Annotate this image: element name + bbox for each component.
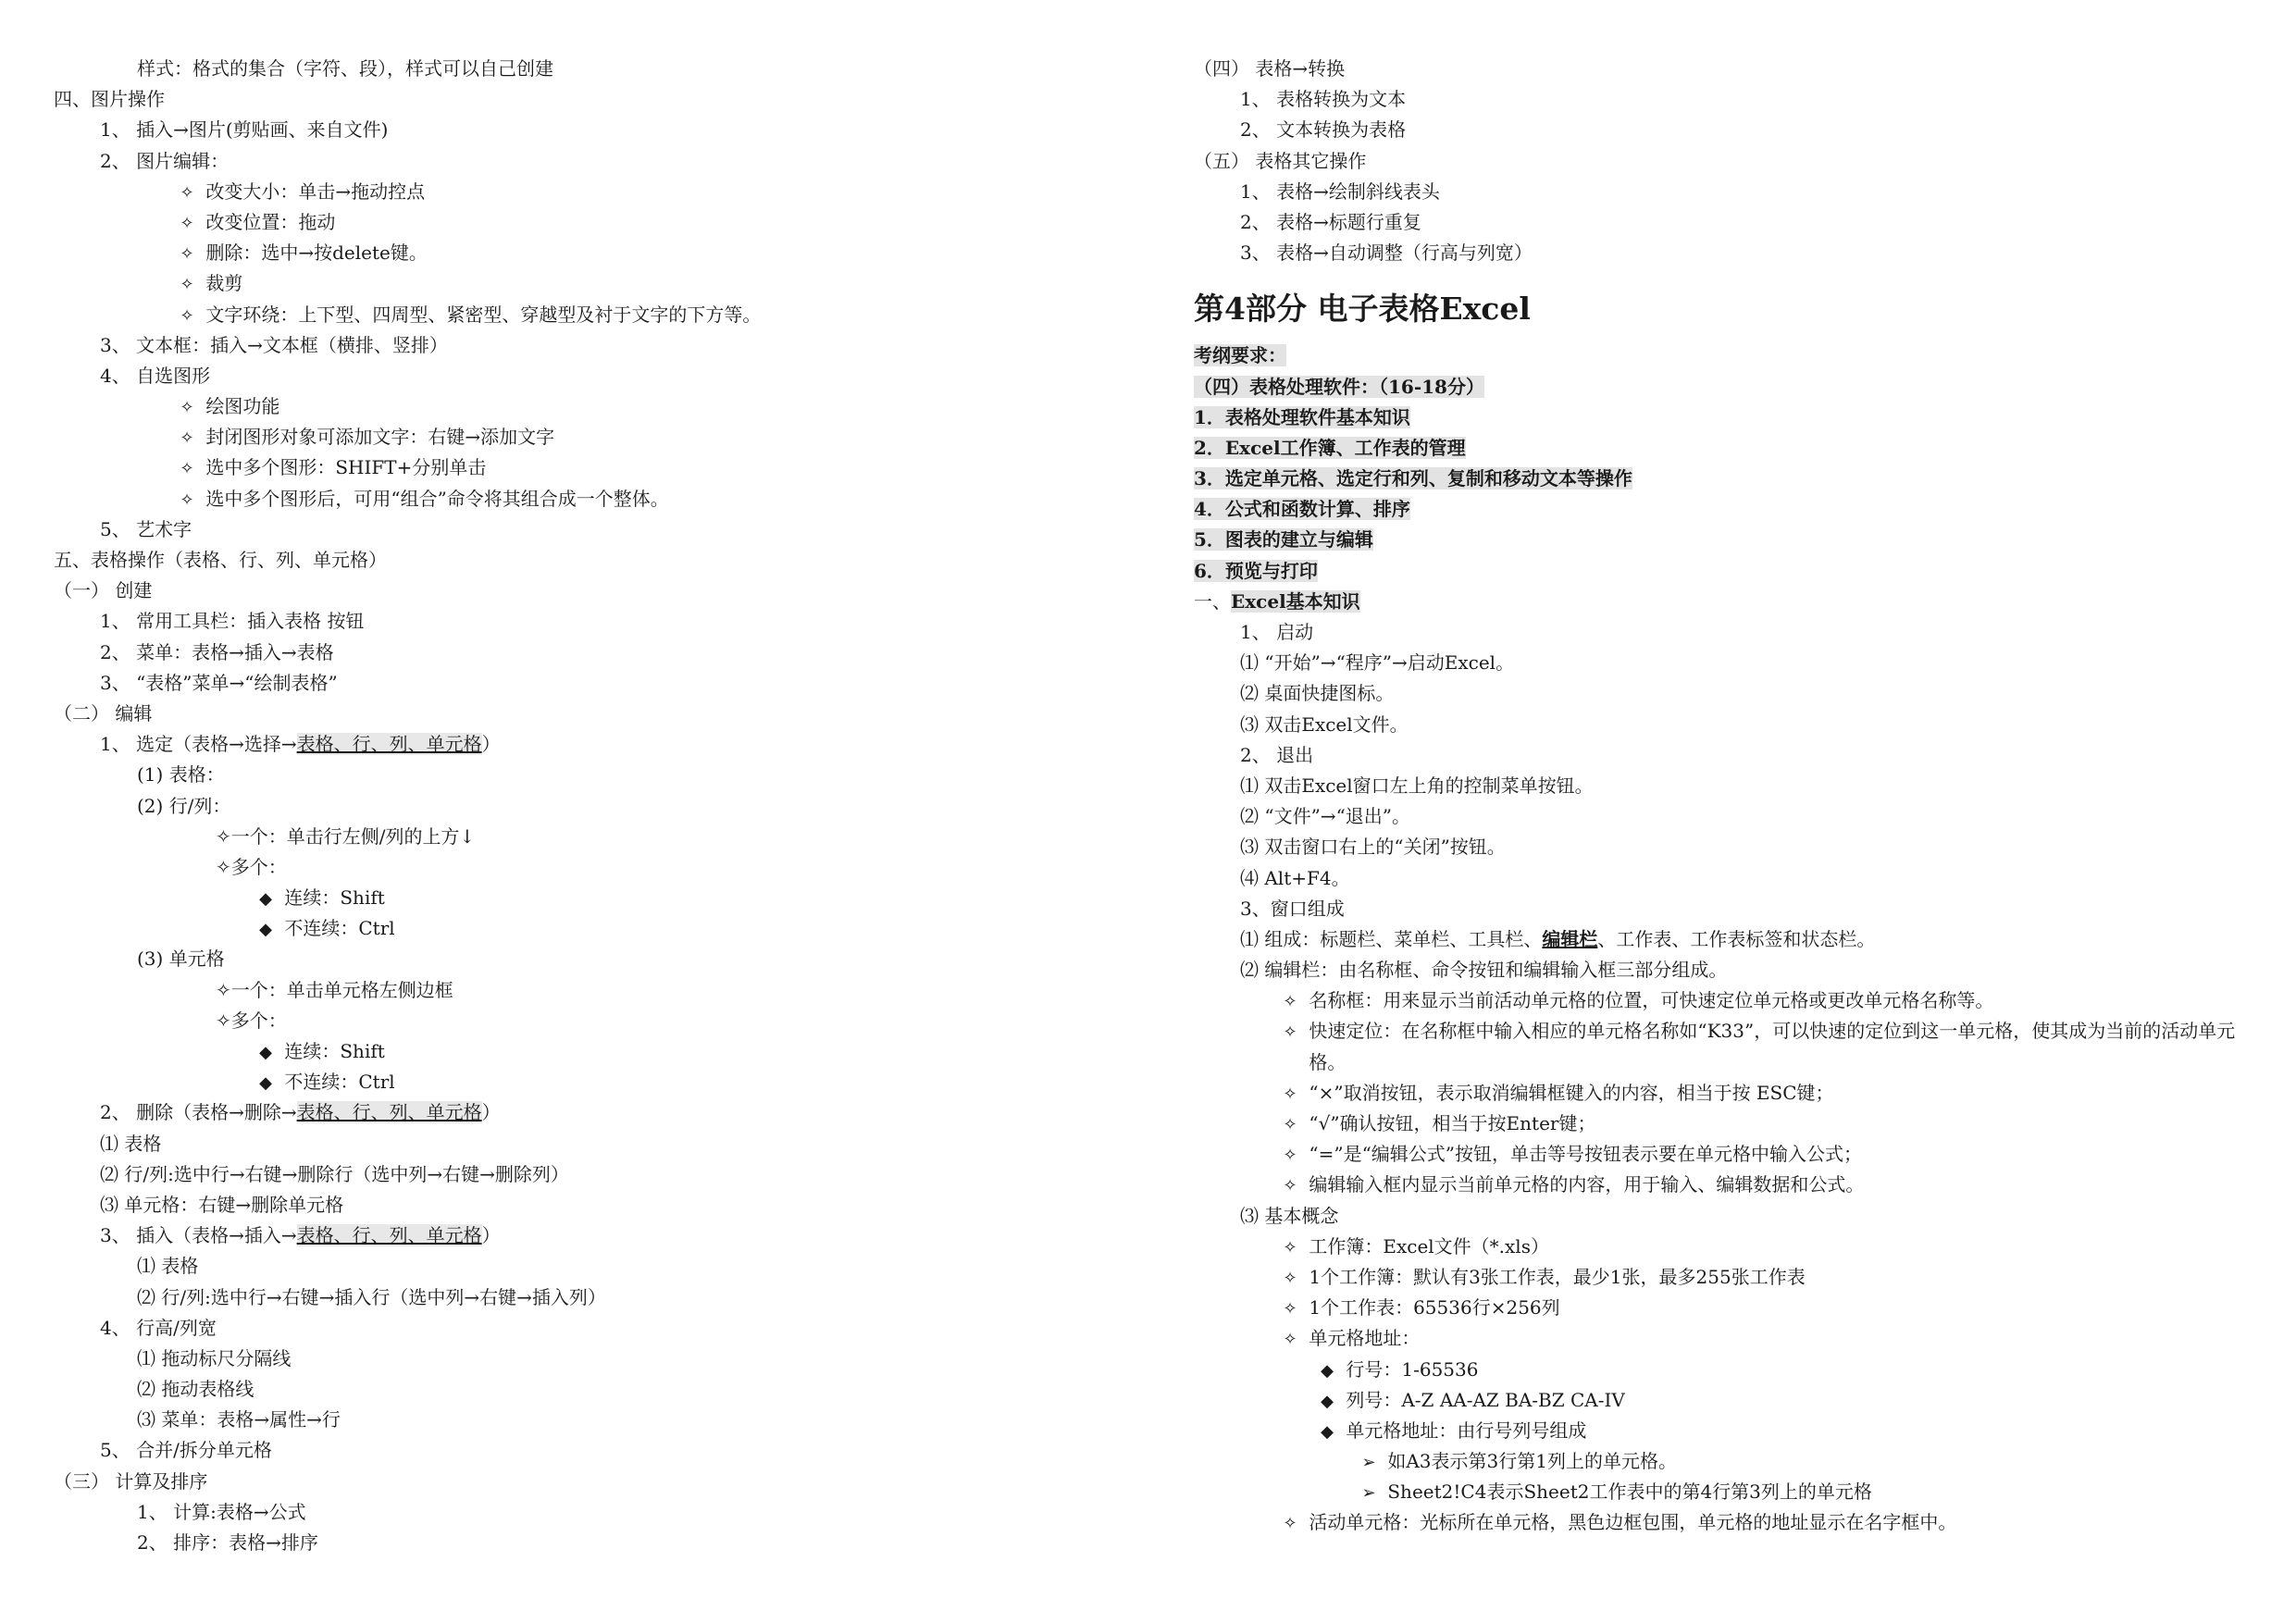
outline-line (1194, 648, 2267, 678)
syllabus-item (1194, 341, 2267, 371)
outline-line (54, 330, 1146, 361)
outline-text: ⑵ 行/列:选中行→右键→删除行（选中列→右键→删除列） (100, 1162, 569, 1185)
outline-text: ⑴ 双击Excel窗口左上角的控制菜单按钮。 (1240, 774, 1594, 797)
outline-text: ⑴ “开始”→“程序”→启动Excel。 (1240, 651, 1515, 675)
outline-text-tail: ） (481, 1101, 501, 1124)
outline-text: 单元格地址：由行号列号组成 (1346, 1419, 1587, 1442)
syllabus-item-text: 3．选定单元格、选定行和列、复制和移动文本等操作 (1194, 467, 1632, 490)
outline-line (54, 1313, 1146, 1344)
outline-line (1194, 617, 2267, 648)
syllabus-item (1194, 525, 2267, 555)
star-bullet-icon: ✧ (180, 459, 194, 479)
arrow-bullet-icon: ➢ (1361, 1483, 1376, 1504)
outline-line (54, 1190, 1146, 1220)
star-bullet-icon: ✧ (180, 213, 194, 233)
outline-line (54, 452, 1146, 483)
outline-text: （四） 表格→转换 (1194, 57, 1346, 80)
outline-line (54, 484, 1146, 514)
outline-text: 活动单元格：光标所在单元格，黑色边框包围，单元格的地址显示在名字框中。 (1309, 1511, 1957, 1534)
outline-text: ⑴ 表格 (137, 1255, 199, 1278)
outline-line (54, 668, 1146, 699)
outline-line (1194, 678, 2267, 709)
outline-line (54, 699, 1146, 729)
outline-line (54, 1097, 1146, 1128)
syllabus-item (1194, 494, 2267, 525)
outline-line (1194, 84, 2267, 115)
outline-line (1194, 1355, 2267, 1385)
star-bullet-icon: ✧ (1283, 1330, 1297, 1350)
outline-line (54, 268, 1146, 299)
outline-line (54, 729, 1146, 760)
outline-text: 5、 合并/拆分单元格 (100, 1439, 272, 1462)
outline-text: 3、窗口组成 (1240, 897, 1345, 920)
star-bullet-icon: ✧ (1283, 1115, 1297, 1135)
outline-text: ⑴ 组成：标题栏、菜单栏、工具栏、 (1240, 927, 1543, 950)
outline-line (1194, 1139, 2267, 1170)
outline-text: ⑵ 拖动表格线 (137, 1378, 254, 1401)
outline-text: （一） 创建 (54, 579, 153, 602)
diamond-bullet-icon: ◆ (259, 1043, 272, 1062)
star-bullet-icon: ✧ (180, 489, 194, 510)
outline-line (1194, 863, 2267, 894)
outline-line (1194, 1385, 2267, 1416)
outline-text: 2、 文本转换为表格 (1240, 118, 1407, 142)
outline-text: “√”确认按钮，相当于按Enter键； (1309, 1112, 1596, 1135)
outline-text: 连续：Shift (284, 1040, 385, 1062)
outline-line (54, 146, 1146, 177)
outline-line (54, 1528, 1146, 1558)
diamond-bullet-icon: ◆ (259, 920, 272, 940)
outline-line (1194, 1109, 2267, 1139)
outline-line (1194, 894, 2267, 924)
outline-text: 封闭图形对象可添加文字：右键→添加文字 (205, 426, 555, 449)
outline-line (1194, 1232, 2267, 1262)
star-bullet-icon: ✧ (1283, 1084, 1297, 1104)
star-bullet-icon: ✧ (1283, 1176, 1297, 1196)
outline-text: 3、 文本框：插入→文本框（横排、竖排） (100, 333, 448, 356)
outline-text: ⑷ Alt+F4。 (1240, 866, 1350, 889)
highlighted-options: 表格、行、列、单元格 (296, 733, 482, 756)
outline-text: 1、 插入→图片(剪贴画、来自文件) (100, 118, 389, 142)
outline-text: 改变大小：单击→拖动控点 (205, 180, 426, 203)
diamond-bullet-icon: ◆ (1321, 1391, 1334, 1411)
outline-text: ⑴ 表格 (100, 1132, 162, 1155)
outline-text: 列号：A-Z AA-AZ BA-BZ CA-IV (1346, 1388, 1625, 1411)
outline-text: 2、 排序：表格→排序 (137, 1531, 318, 1554)
outline-text: 删除：选中→按delete键。 (205, 242, 428, 265)
outline-line (54, 514, 1146, 545)
outline-text: 1、 计算:表格→公式 (137, 1500, 306, 1523)
star-bullet-icon: ✧ (1283, 1299, 1297, 1319)
outline-text: 绘图功能 (205, 395, 280, 418)
outline-text: 4、 自选图形 (100, 364, 211, 387)
outline-text: 不连续：Ctrl (284, 1071, 395, 1094)
outline-text: “×”取消按钮，表示取消编辑框键入的内容，相当于按 ESC键； (1309, 1081, 1834, 1104)
outline-line (54, 1220, 1146, 1251)
outline-line (54, 1467, 1146, 1497)
outline-line (1194, 1201, 2267, 1232)
outline-line (54, 791, 1146, 822)
syllabus-item-text: 6．预览与打印 (1194, 559, 1318, 582)
outline-text: 4、 行高/列宽 (100, 1316, 217, 1339)
outline-text: 5、 艺术字 (100, 517, 192, 540)
outline-line (1194, 54, 2267, 84)
outline-text: 1个工作簿：默认有3张工作表，最少1张，最多255张工作表 (1309, 1265, 1806, 1288)
outline-text: ⑶ 双击窗口右上的“关闭”按钮。 (1240, 836, 1506, 859)
outline-line (54, 1282, 1146, 1313)
star-bullet-icon: ✧ (1283, 992, 1297, 1012)
outline-text: (3) 单元格 (137, 948, 225, 971)
outline-line (1194, 801, 2267, 832)
outline-text: 如A3表示第3行第1列上的单元格。 (1387, 1450, 1677, 1473)
outline-line (54, 1036, 1146, 1067)
outline-text: ✧多个： (216, 1009, 287, 1032)
outline-line (54, 1497, 1146, 1528)
outline-text: (2) 行/列： (137, 794, 231, 817)
outline-text: ⑶ 基本概念 (1240, 1204, 1339, 1227)
syllabus-item-text: 4．公式和函数计算、排序 (1194, 498, 1410, 521)
outline-text: 名称框：用来显示当前活动单元格的位置，可快速定位单元格或更改单元格名称等。 (1309, 989, 1994, 1012)
outline-text: 改变位置：拖动 (205, 210, 336, 233)
outline-text: (1) 表格： (137, 763, 225, 787)
outline-text: 裁剪 (205, 272, 243, 295)
star-bullet-icon: ✧ (180, 244, 194, 265)
outline-line (54, 852, 1146, 883)
outline-line (54, 84, 1146, 115)
outline-line (54, 238, 1146, 268)
table-ops-list (1194, 54, 2267, 268)
outline-line (54, 54, 1146, 84)
outline-text: 四、图片操作 (54, 88, 165, 111)
outline-line (54, 1251, 1146, 1282)
outline-line (54, 1344, 1146, 1374)
outline-text: “=”是“编辑公式”按钮，单击等号按钮表示要在单元格中输入公式； (1309, 1143, 1863, 1166)
outline-line (54, 545, 1146, 576)
outline-line (54, 576, 1146, 606)
right-column (1194, 54, 2267, 1539)
outline-text: 1、 常用工具栏：插入表格 按钮 (100, 610, 365, 633)
outline-text: ✧一个：单击单元格左侧边框 (216, 978, 453, 1001)
star-bullet-icon: ✧ (180, 428, 194, 449)
outline-line (54, 638, 1146, 668)
outline-line (1194, 1078, 2267, 1109)
outline-line (54, 422, 1146, 452)
outline-line (1194, 207, 2267, 238)
outline-line (54, 760, 1146, 790)
outline-text: 选中多个图形：SHIFT+分别单击 (205, 456, 487, 479)
syllabus-item-text: 2．Excel工作簿、工作表的管理 (1194, 436, 1466, 459)
star-bullet-icon: ✧ (180, 305, 194, 326)
star-bullet-icon: ✧ (180, 275, 194, 295)
outline-text: 单元格地址： (1309, 1327, 1421, 1350)
outline-line (54, 361, 1146, 391)
outline-line (54, 1067, 1146, 1097)
outline-line (1194, 710, 2267, 740)
outline-line (54, 944, 1146, 974)
star-bullet-icon: ✧ (1283, 1146, 1297, 1166)
diamond-bullet-icon: ◆ (1321, 1421, 1334, 1442)
outline-line (1194, 771, 2267, 801)
outline-line (54, 883, 1146, 913)
syllabus-item-text: 考纲要求： (1194, 344, 1286, 367)
outline-line (1194, 924, 2267, 955)
outline-text: 2、 图片编辑： (100, 149, 230, 172)
outline-text: 编辑输入框内显示当前单元格的内容，用于输入、编辑数据和公式。 (1309, 1173, 1865, 1196)
section-label: Excel基本知识 (1231, 589, 1360, 613)
syllabus-list (1194, 341, 2267, 587)
outline-text: 2、 退出 (1240, 743, 1314, 766)
arrow-bullet-icon: ➢ (1361, 1453, 1376, 1473)
outline-text: ✧一个：单击行左侧/列的上方↓ (216, 824, 476, 848)
outline-line (54, 391, 1146, 422)
outline-text: 连续：Shift (284, 886, 385, 910)
outline-text: ⑶ 双击Excel文件。 (1240, 712, 1409, 736)
outline-text: 3、 表格→自动调整（行高与列宽） (1240, 242, 1533, 265)
star-bullet-icon: ✧ (180, 182, 194, 203)
outline-line (1194, 1477, 2267, 1507)
outline-text: 1、 表格→绘制斜线表头 (1240, 180, 1440, 203)
outline-line (1194, 146, 2267, 177)
outline-line (54, 606, 1146, 637)
outline-text: 2、 表格→标题行重复 (1240, 210, 1421, 233)
outline-text: 2、 删除（表格→删除→ (100, 1101, 297, 1124)
outline-text: 样式：格式的集合（字符、段），样式可以自己创建 (137, 57, 553, 80)
outline-text: 1、 选定（表格→选择→ (100, 733, 297, 756)
outline-text: （五） 表格其它操作 (1194, 149, 1367, 172)
outline-text: ⑵ 行/列:选中行→右键→插入行（选中列→右键→插入列） (137, 1285, 606, 1308)
left-column (54, 54, 1146, 1558)
outline-text: 2、 菜单：表格→插入→表格 (100, 640, 334, 663)
outline-line (54, 1159, 1146, 1190)
outline-line (1194, 740, 2267, 771)
star-bullet-icon: ✧ (1283, 1237, 1297, 1258)
outline-line (54, 975, 1146, 1006)
section-prefix: 一、 (1194, 589, 1231, 613)
outline-line (1194, 238, 2267, 268)
star-bullet-icon: ✧ (1283, 1268, 1297, 1288)
outline-text-tail: 、工作表、工作表标签和状态栏。 (1597, 927, 1876, 950)
outline-text: 行号：1-65536 (1346, 1357, 1479, 1381)
outline-line (1194, 955, 2267, 985)
highlighted-options: 表格、行、列、单元格 (296, 1101, 482, 1124)
outline-line (1194, 1507, 2267, 1538)
section-heading (1194, 587, 2267, 617)
outline-line (54, 913, 1146, 944)
outline-text-tail: ） (481, 1224, 501, 1247)
outline-line (1194, 1262, 2267, 1293)
outline-line (1194, 177, 2267, 207)
outline-text: ✧多个： (216, 855, 287, 878)
outline-line (54, 115, 1146, 145)
syllabus-item (1194, 403, 2267, 433)
outline-text: （三） 计算及排序 (54, 1469, 208, 1493)
syllabus-item-text: 5．图表的建立与编辑 (1194, 528, 1373, 551)
outline-line (54, 207, 1146, 238)
syllabus-item (1194, 372, 2267, 403)
outline-text: ⑵ 编辑栏：由名称框、命令按钮和编辑输入框三部分组成。 (1240, 959, 1728, 982)
outline-text: 快速定位：在名称框中输入相应的单元格名称如“K33”，可以快速的定位到这一单元格，使其成为当前的活动单元格。 (1309, 1020, 2236, 1073)
outline-text: 选中多个图形后，可用“组合”命令将其组合成一个整体。 (205, 487, 669, 510)
outline-line (54, 1006, 1146, 1036)
syllabus-item (1194, 433, 2267, 464)
syllabus-item-text: 1．表格处理软件基本知识 (1194, 405, 1410, 428)
outline-text: Sheet2!C4表示Sheet2工作表中的第4行第3列上的单元格 (1387, 1481, 1872, 1504)
syllabus-item (1194, 464, 2267, 494)
outline-text: ⑵ “文件”→“退出”。 (1240, 805, 1411, 828)
outline-text: 1个工作表：65536行×256列 (1309, 1296, 1560, 1319)
diamond-bullet-icon: ◆ (259, 1073, 272, 1094)
outline-line (54, 1129, 1146, 1159)
outline-line (1194, 1016, 2267, 1077)
diamond-bullet-icon: ◆ (1321, 1360, 1334, 1381)
outline-text-tail: ） (481, 733, 501, 756)
outline-line (1194, 115, 2267, 145)
outline-line (1194, 1323, 2267, 1354)
outline-line (54, 1435, 1146, 1466)
emphasized-term: 编辑栏 (1542, 927, 1598, 950)
highlighted-options: 表格、行、列、单元格 (296, 1224, 482, 1247)
outline-text: （二） 编辑 (54, 701, 153, 725)
syllabus-item (1194, 556, 2267, 587)
outline-text: ⑵ 桌面快捷图标。 (1240, 682, 1395, 705)
outline-line (54, 300, 1146, 330)
outline-text: 不连续：Ctrl (284, 917, 395, 940)
outline-text: 1、 表格转换为文本 (1240, 88, 1407, 111)
outline-line (54, 177, 1146, 207)
star-bullet-icon: ✧ (180, 398, 194, 418)
outline-line (1194, 1416, 2267, 1446)
syllabus-item-text: （四）表格处理软件：（16-18分） (1194, 375, 1484, 398)
excel-basics-list (1194, 617, 2267, 1539)
outline-line (54, 1374, 1146, 1405)
star-bullet-icon: ✧ (1283, 1022, 1297, 1043)
outline-line (1194, 1446, 2267, 1477)
outline-line (54, 1405, 1146, 1435)
star-bullet-icon: ✧ (1283, 1514, 1297, 1534)
diamond-bullet-icon: ◆ (259, 889, 272, 910)
outline-line (54, 822, 1146, 852)
outline-line (1194, 1293, 2267, 1323)
outline-text: 工作簿：Excel文件（*.xls） (1309, 1234, 1549, 1258)
outline-text: 文字环绕：上下型、四周型、紧密型、穿越型及衬于文字的下方等。 (205, 303, 762, 326)
outline-text: 1、 启动 (1240, 621, 1314, 643)
outline-line (1194, 1170, 2267, 1200)
part-heading: 第4部分 电子表格Excel (1194, 291, 1531, 328)
outline-text: ⑶ 菜单：表格→属性→行 (137, 1408, 341, 1431)
outline-text: ⑴ 拖动标尺分隔线 (137, 1346, 292, 1369)
outline-text: 3、 “表格”菜单→“绘制表格” (100, 671, 338, 694)
outline-line (1194, 832, 2267, 862)
outline-text: 3、 插入（表格→插入→ (100, 1224, 297, 1247)
outline-line (1194, 985, 2267, 1016)
outline-text: 五、表格操作（表格、行、列、单元格） (54, 549, 387, 571)
outline-text: ⑶ 单元格：右键→删除单元格 (100, 1193, 344, 1216)
